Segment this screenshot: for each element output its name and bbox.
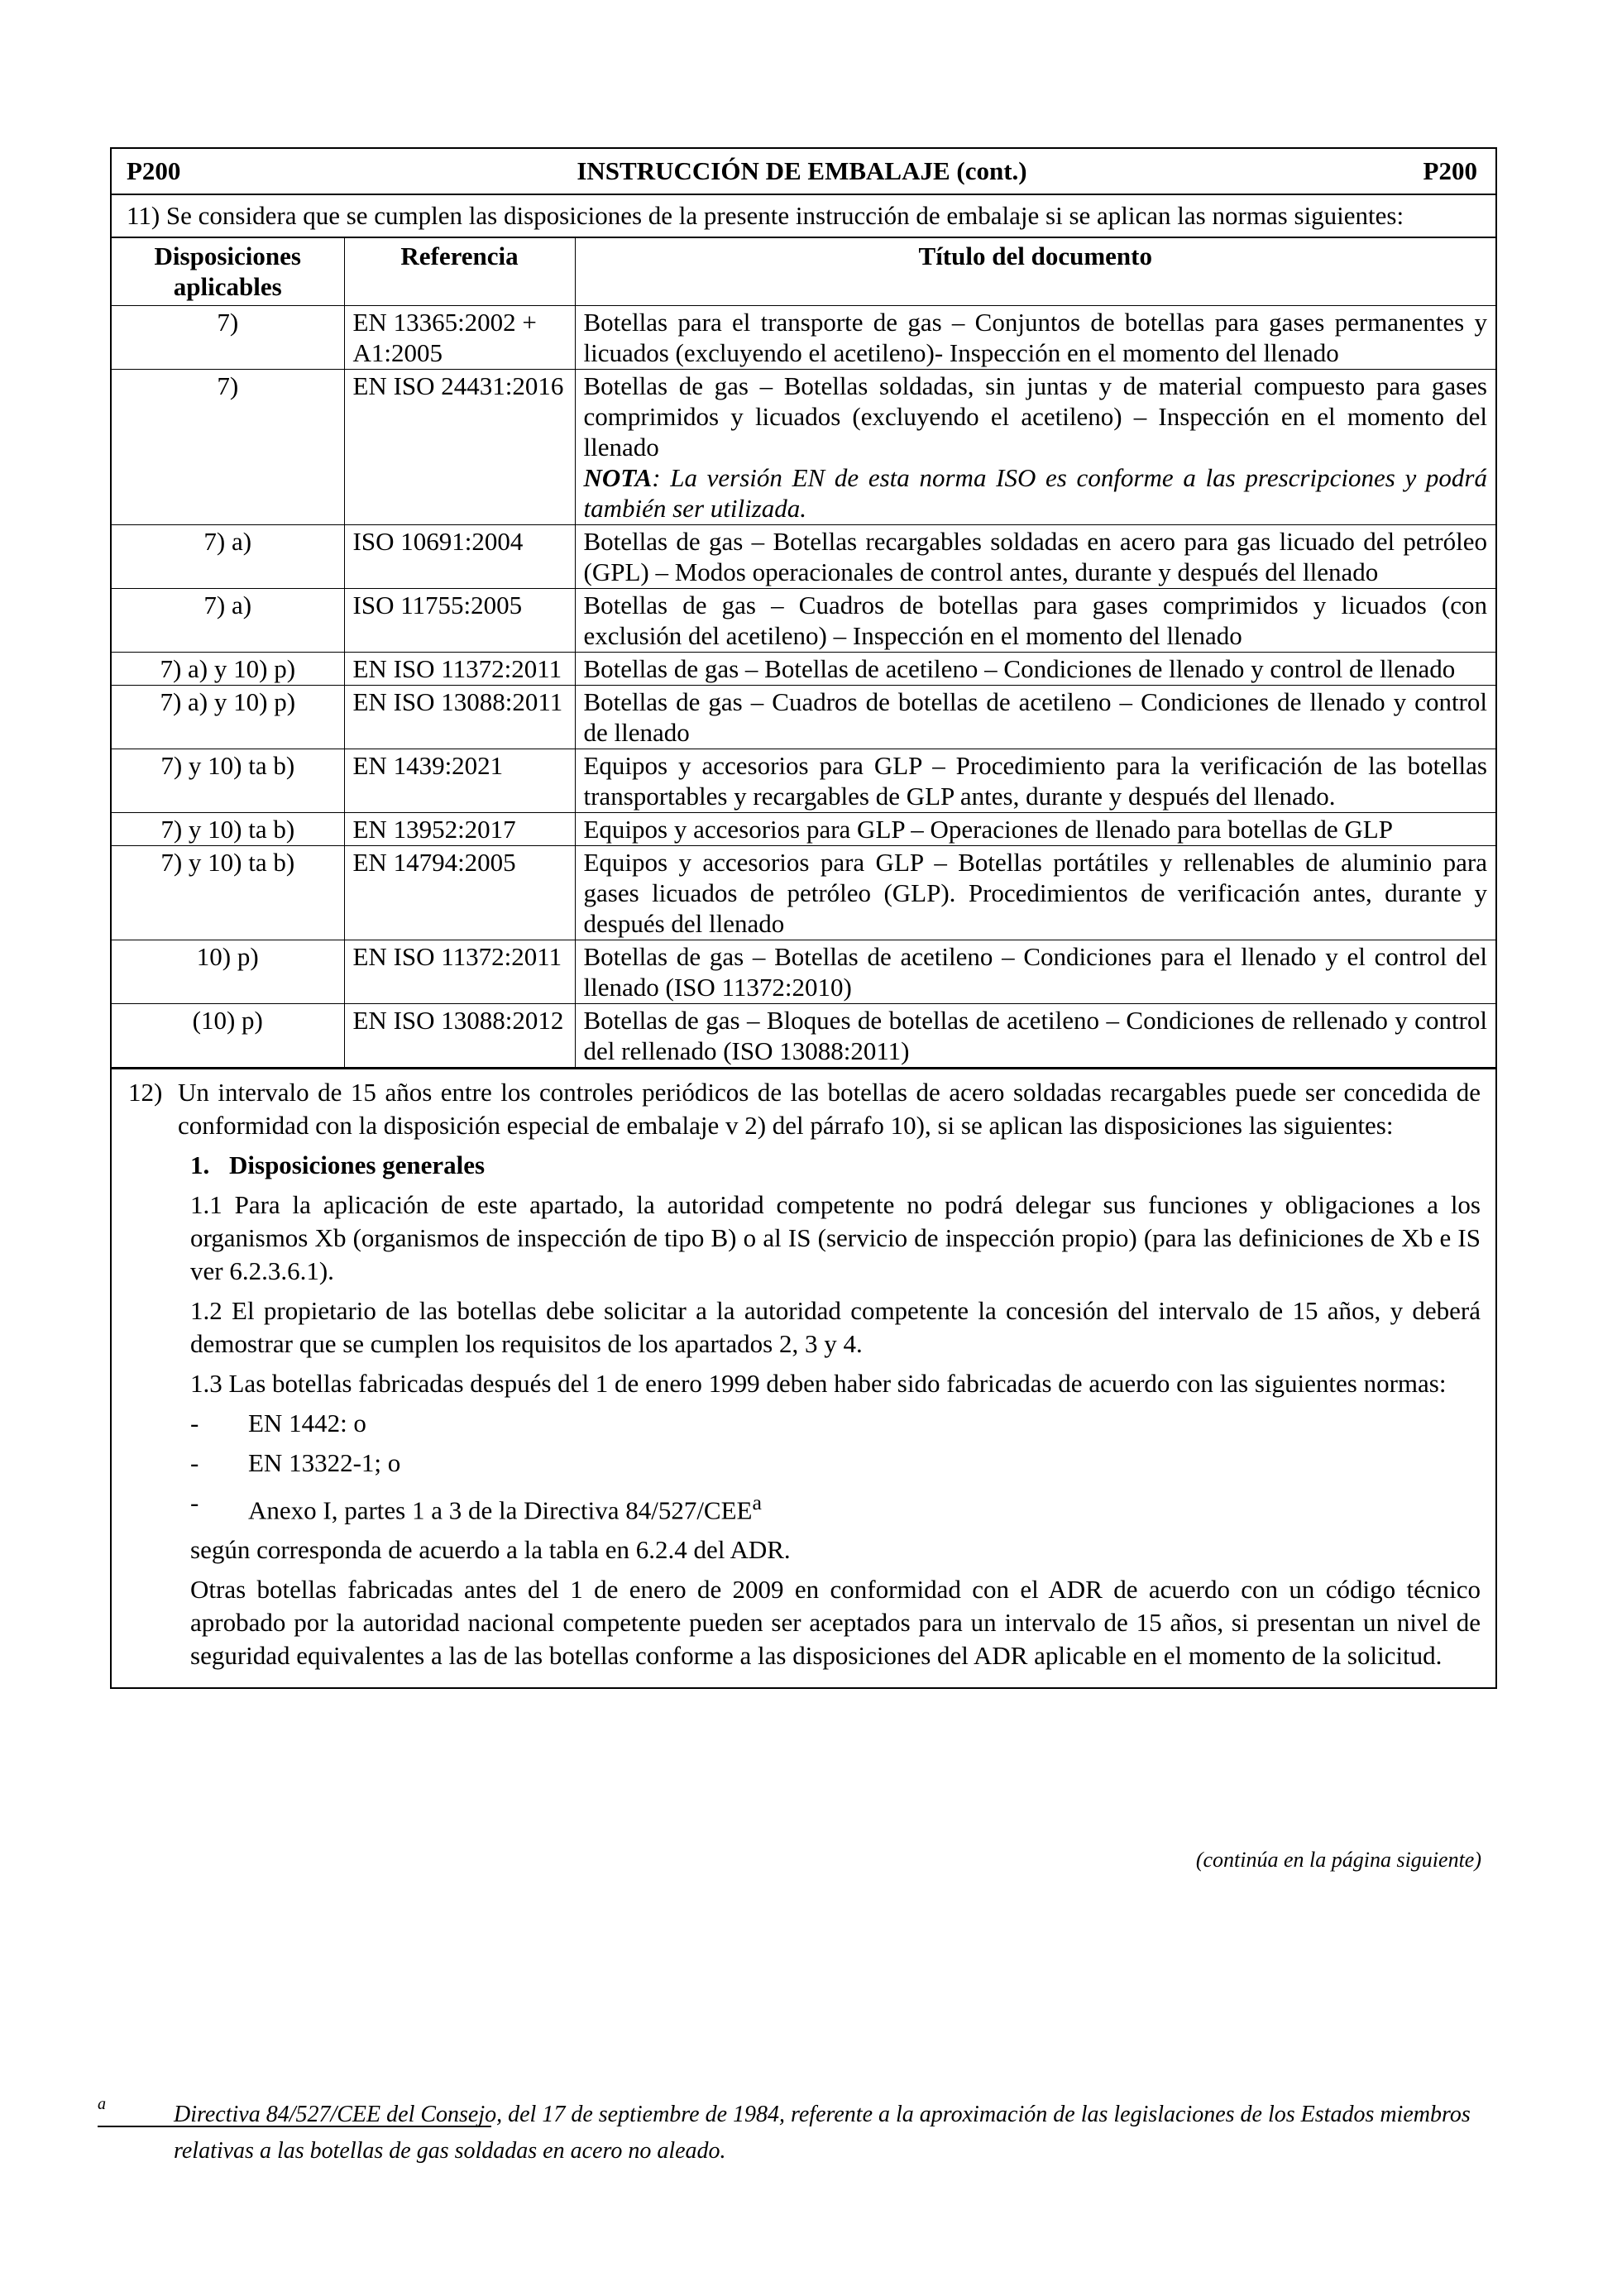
list-dash: - [190,1409,199,1437]
table-row [112,370,1495,525]
note-label: NOTA [583,463,653,492]
table-row [112,306,1495,370]
cell-titulo: Botellas de gas – Botellas de acetileno – Condiciones para el llenado y el control del llenado (ISO 11372:2010) [575,940,1495,1004]
section-heading-number: 1. [190,1150,210,1179]
table-row [112,653,1495,686]
other-cylinders-text: Otras botellas fabricadas antes del 1 de enero de 2009 en conformidad con el ADR de acuerdo con un código técnico aprobado por la autoridad nacional competente pueden ser aceptados para un intervalo de 15 años, si presentan un nivel de seguridad equivalentes a las de las botellas conforme a las disposiciones del ADR aplicable en el momento de la solicitud. [190,1575,1481,1671]
table-row [112,940,1495,1004]
header-title: INSTRUCCIÓN DE EMBALAJE (cont.) [577,156,1027,185]
table-row [112,1004,1495,1068]
list-item-text [248,1486,762,1527]
clause-1-2: 1.2 El propietario de las botellas debe solicitar a la autoridad competente la concesión del intervalo de 15 años, y deberá demostrar que se cumplen los requisitos de los apartados 2, 3 y 4. [190,1296,1481,1358]
clause-1-3: 1.3 Las botellas fabricadas después del 1 de enero 1999 deben haber sido fabricadas de acuerdo con las siguientes normas: [190,1369,1447,1398]
table-row [112,813,1495,846]
cell-disposiciones: 7) [112,370,344,525]
cell-referencia: ISO 10691:2004 [344,525,575,589]
instruction-header [112,149,1495,195]
table-header-row [112,238,1495,306]
cell-titulo-text: Botellas de gas – Botellas soldadas, sin juntas y de material compuesto para gases comprimidos y licuados (excluyendo el acetileno) – Inspección en el momento del llenado [583,371,1487,462]
column-header-referencia: Referencia [344,238,575,306]
footnote-mark: a [98,2095,106,2113]
cell-referencia: EN ISO 13088:2012 [344,1004,575,1068]
table-row [112,749,1495,813]
cell-titulo: Botellas de gas – Cuadros de botellas de acetileno – Condiciones de llenado y control de llenado [575,686,1495,749]
list-item-text-main: Anexo I, partes 1 a 3 de la Directiva 84/527/CEE [248,1495,753,1525]
cell-referencia: EN ISO 11372:2011 [344,653,575,686]
cell-referencia: EN 13952:2017 [344,813,575,846]
cell-disposiciones: 7) a) y 10) p) [112,653,344,686]
note-text: : La versión EN de esta norma ISO es conforme a las prescripciones y podrá también ser utilizada. [583,463,1487,523]
paragraph-11-intro: 11) Se considera que se cumplen las disposiciones de la presente instrucción de embalaje si se aplican las normas siguientes: [112,195,1495,238]
list-item [190,1447,1481,1480]
list-item-text: EN 1442: o [248,1409,366,1437]
cell-titulo: Botellas de gas – Botellas recargables soldadas en acero para gas licuado del petróleo (GPL) – Modos operacionales de control antes, durante y después del llenado [575,525,1495,589]
table-row [112,589,1495,653]
after-list-text: según corresponda de acuerdo a la tabla en 6.2.4 del ADR. [190,1535,791,1565]
cell-disposiciones: 7) y 10) ta b) [112,749,344,813]
cell-disposiciones: 10) p) [112,940,344,1004]
column-header-titulo: Título del documento [575,238,1495,306]
section-heading-text: Disposiciones generales [229,1150,486,1179]
header-code-left: P200 [127,156,181,185]
cell-titulo: Botellas de gas – Bloques de botellas de acetileno – Condiciones de rellenado y control del rellenado (ISO 13088:2011) [575,1004,1495,1068]
cell-disposiciones: 7) a) [112,589,344,653]
paragraph-12-number: 12) [128,1078,163,1107]
continued-note: (continúa en la página siguiente) [1195,1848,1481,1872]
footnote-reference: a [752,1490,762,1514]
cell-referencia: EN ISO 13088:2011 [344,686,575,749]
list-item [190,1486,1481,1527]
cell-referencia: EN ISO 24431:2016 [344,370,575,525]
cell-referencia: EN 1439:2021 [344,749,575,813]
cell-referencia: EN ISO 11372:2011 [344,940,575,1004]
list-dash: - [190,1488,199,1517]
cell-titulo: Equipos y accesorios para GLP – Operaciones de llenado para botellas de GLP [575,813,1495,846]
paragraph-12-intro: Un intervalo de 15 años entre los controles periódicos de las botellas de acero soldadas recargables puede ser concedida de conformidad con la disposición especial de embalaje v 2) del párrafo 10), si se aplican las disposiciones las siguientes: [178,1078,1481,1140]
paragraph-12 [112,1068,1495,1687]
cell-referencia: EN 14794:2005 [344,846,575,940]
cell-referencia: EN 13365:2002 + A1:2005 [344,306,575,370]
list-dash: - [190,1448,199,1477]
cell-referencia: ISO 11755:2005 [344,589,575,653]
list-item [190,1407,1481,1440]
column-header-disposiciones: Disposiciones aplicables [112,238,344,306]
cell-titulo: Botellas de gas – Botellas de acetileno – Condiciones de llenado y control de llenado [575,653,1495,686]
table-row [112,686,1495,749]
cell-titulo: Botellas para el transporte de gas – Conjuntos de botellas para gases permanentes y licuados (excluyendo el acetileno)- Inspección en el momento del llenado [575,306,1495,370]
cell-titulo [575,370,1495,525]
standards-table [112,238,1495,1068]
section-heading [190,1149,1481,1182]
table-row [112,525,1495,589]
packing-instruction-box [110,147,1497,1689]
cell-note [584,462,1488,524]
clause-1-1: 1.1 Para la aplicación de este apartado, la autoridad competente no podrá delegar sus funciones y obligaciones a los organismos Xb (organismos de inspección de tipo B) o al IS (servicio de inspección propio) (para las definiciones de Xb e IS ver 6.2.3.6.1). [190,1190,1481,1285]
cell-disposiciones: 7) a) y 10) p) [112,686,344,749]
cell-disposiciones: 7) [112,306,344,370]
footnote-text: Directiva 84/527/CEE del Consejo, del 17 de septiembre de 1984, referente a la aproximación de las legislaciones de los Estados miembros relativas a las botellas de gas soldadas en acero no aleado. [174,2102,1471,2164]
cell-disposiciones: (10) p) [112,1004,344,1068]
cell-titulo: Botellas de gas – Cuadros de botellas para gases comprimidos y licuados (con exclusión del acetileno) – Inspección en el momento del llenado [575,589,1495,653]
cell-titulo: Equipos y accesorios para GLP – Botellas portátiles y rellenables de aluminio para gases licuados de petróleo (GLP). Procedimientos de verificación antes, durante y después del llenado [575,846,1495,940]
header-code-right: P200 [1423,156,1477,185]
table-row [112,846,1495,940]
list-item-text: EN 13322-1; o [248,1448,401,1477]
cell-disposiciones: 7) y 10) ta b) [112,813,344,846]
cell-titulo: Equipos y accesorios para GLP – Procedimiento para la verificación de las botellas transportables y recargables de GLP antes, durante y después del llenado. [575,749,1495,813]
cell-disposiciones: 7) y 10) ta b) [112,846,344,940]
cell-disposiciones: 7) a) [112,525,344,589]
paragraph-12-body [178,1149,1481,1672]
